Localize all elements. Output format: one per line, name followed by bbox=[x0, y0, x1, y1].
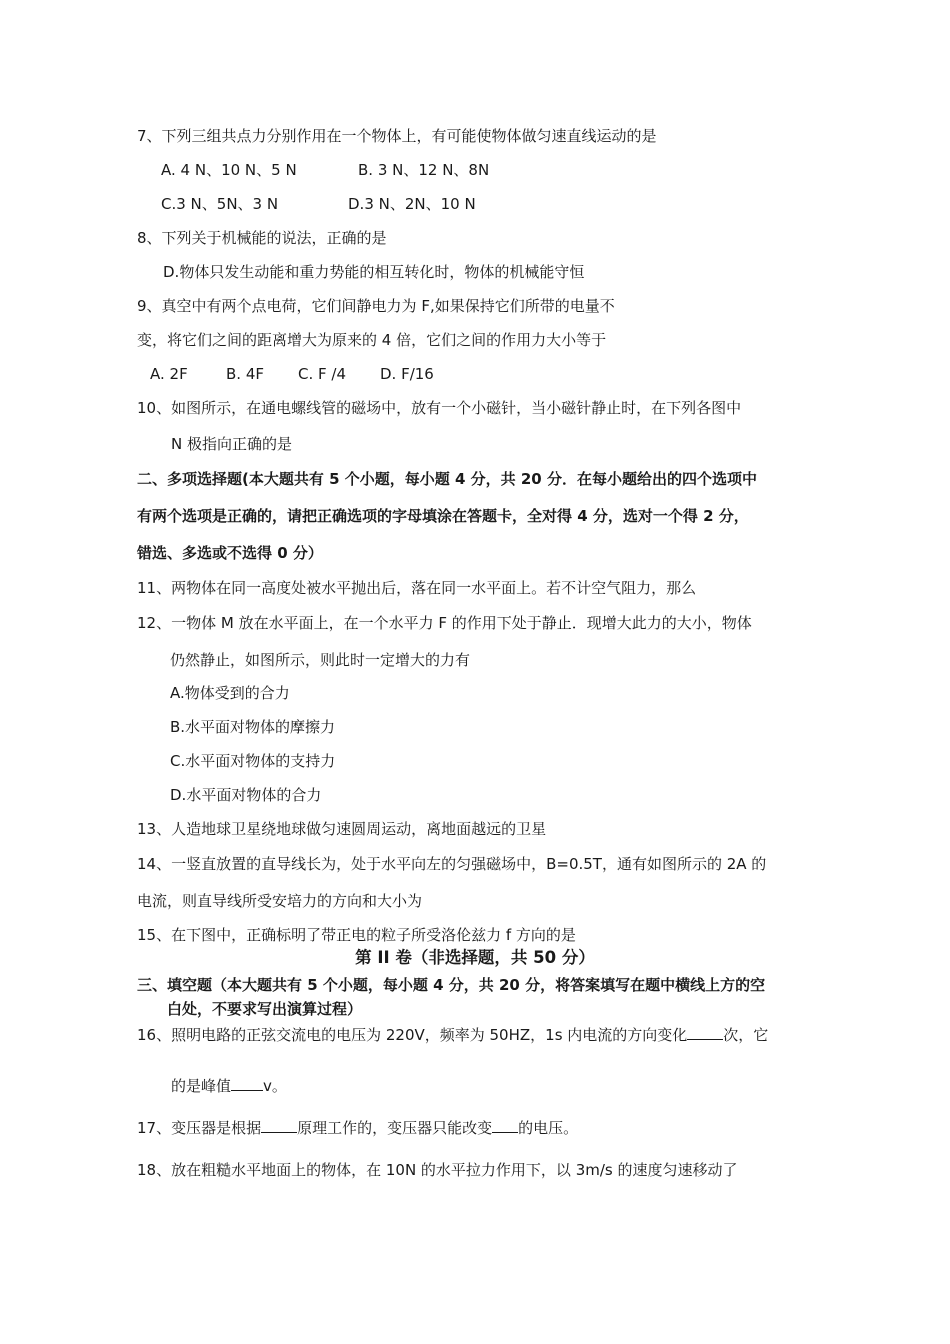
question-12-line1: 12、一物体 M 放在水平面上，在一个水平力 F 的作用下处于静止．现增大此力的大小，物体 bbox=[137, 614, 752, 632]
question-12-option-c: C.水平面对物体的支持力 bbox=[170, 752, 336, 770]
question-16-blank-2[interactable] bbox=[231, 1075, 263, 1091]
question-8-stem: 8、下列关于机械能的说法，正确的是 bbox=[137, 229, 387, 247]
question-7-stem: 7、下列三组共点力分别作用在一个物体上，有可能使物体做匀速直线运动的是 bbox=[137, 127, 657, 145]
question-16-text-a: 16、照明电路的正弦交流电的电压为 220V，频率为 50HZ，1s 内电流的方向变化 bbox=[137, 1026, 688, 1044]
question-17-text-c: 的电压。 bbox=[518, 1119, 579, 1137]
question-7-option-c: C.3 N、5N、3 N bbox=[161, 195, 279, 213]
question-16-line2 bbox=[171, 1075, 287, 1096]
question-10-line2: N 极指向正确的是 bbox=[171, 435, 292, 453]
question-16-text-c: 的是峰值 bbox=[171, 1077, 232, 1095]
question-7-option-d: D.3 N、2N、10 N bbox=[348, 195, 476, 213]
question-10-line1: 10、如图所示，在通电螺线管的磁场中，放有一个小磁针，当小磁针静止时，在下列各图中 bbox=[137, 399, 742, 417]
question-9-line2: 变，将它们之间的距离增大为原来的 4 倍，它们之间的作用力大小等于 bbox=[137, 331, 607, 349]
question-17-blank-2[interactable] bbox=[492, 1117, 518, 1133]
question-7-option-b: B. 3 N、12 N、8N bbox=[358, 161, 490, 179]
question-16-text-d: v。 bbox=[263, 1077, 287, 1095]
question-15-stem: 15、在下图中，正确标明了带正电的粒子所受洛伦兹力 f 方向的是 bbox=[137, 926, 576, 944]
question-17-text-b: 原理工作的，变压器只能改变 bbox=[297, 1119, 493, 1137]
question-16-line1 bbox=[137, 1024, 768, 1045]
question-11-stem: 11、两物体在同一高度处被水平抛出后，落在同一水平面上。若不计空气阻力，那么 bbox=[137, 579, 697, 597]
question-12-option-b: B.水平面对物体的摩擦力 bbox=[170, 718, 336, 736]
section-3-header-line2: 白处，不要求写出演算过程） bbox=[167, 1000, 363, 1018]
question-14-line1: 14、一竖直放置的直导线长为，处于水平向左的匀强磁场中，B=0.5T，通有如图所示的 2A 的 bbox=[137, 855, 767, 873]
question-16-text-b: 次，它 bbox=[723, 1026, 769, 1044]
question-9-option-b: B. 4F bbox=[226, 365, 264, 383]
question-7-options-row1 bbox=[161, 160, 761, 180]
question-9-line1: 9、真空中有两个点电荷，它们间静电力为 F,如果保持它们所带的电量不 bbox=[137, 297, 615, 315]
question-17-blank-1[interactable] bbox=[261, 1117, 297, 1133]
question-9-option-c: C. F /4 bbox=[298, 365, 347, 383]
section-2-header-line3: 错选、多选或不选得 0 分） bbox=[137, 544, 323, 562]
question-14-line2: 电流，则直导线所受安培力的方向和大小为 bbox=[137, 892, 423, 910]
section-3-header-line1: 三、填空题（本大题共有 5 个小题，每小题 4 分，共 20 分，将答案填写在题中横线上方的空 bbox=[137, 976, 766, 994]
question-9-options bbox=[150, 364, 550, 384]
question-18-stem: 18、放在粗糙水平地面上的物体，在 10N 的水平拉力作用下，以 3m/s 的速度匀速移动了 bbox=[137, 1161, 738, 1179]
question-17-line bbox=[137, 1117, 578, 1138]
question-9-option-d: D. F/16 bbox=[380, 365, 434, 383]
section-2-header-line2: 有两个选项是正确的，请把正确选项的字母填涂在答题卡，全对得 4 分，选对一个得 2 分， bbox=[137, 507, 749, 525]
question-13-stem: 13、人造地球卫星绕地球做匀速圆周运动，离地面越远的卫星 bbox=[137, 820, 547, 838]
question-9-option-a: A. 2F bbox=[150, 365, 188, 383]
question-16-blank-1[interactable] bbox=[687, 1024, 723, 1040]
section-2-header-line1: 二、多项选择题(本大题共有 5 个小题，每小题 4 分，共 20 分．在每小题给出的四个选项中 bbox=[137, 470, 757, 488]
question-8-option-d: D.物体只发生动能和重力势能的相互转化时，物体的机械能守恒 bbox=[163, 263, 585, 281]
question-12-option-a: A.物体受到的合力 bbox=[170, 684, 290, 702]
question-12-line2: 仍然静止，如图所示，则此时一定增大的力有 bbox=[170, 651, 471, 669]
question-7-options-row2 bbox=[161, 194, 761, 214]
part-2-title: 第 II 卷（非选择题，共 50 分） bbox=[355, 948, 595, 967]
question-12-option-d: D.水平面对物体的合力 bbox=[170, 786, 322, 804]
question-7-option-a: A. 4 N、10 N、5 N bbox=[161, 161, 297, 179]
question-17-text-a: 17、变压器是根据 bbox=[137, 1119, 262, 1137]
